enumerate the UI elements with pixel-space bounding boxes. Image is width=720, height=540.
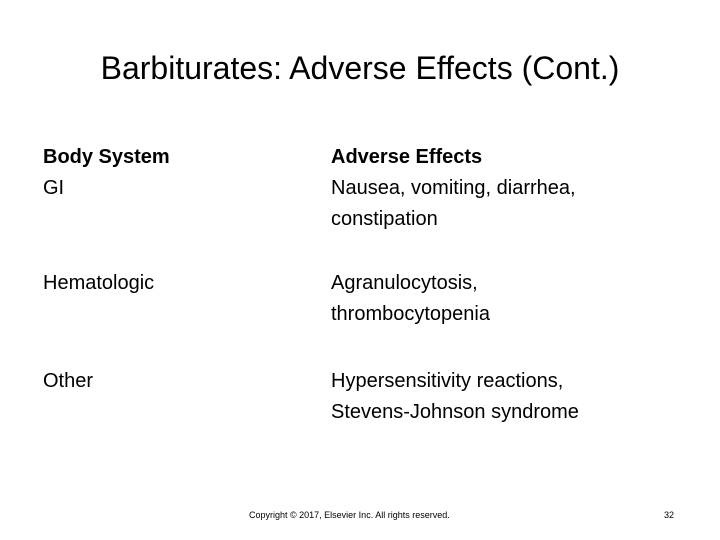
body-system-other: Other (43, 370, 94, 392)
adverse-effects-other-line: Stevens-Johnson syndrome (331, 401, 579, 423)
adverse-effects-hematologic (331, 268, 691, 330)
page-number: 32 (664, 510, 675, 520)
header-adverse-effects: Adverse Effects (331, 146, 483, 168)
adverse-effects-gi-line: Nausea, vomiting, diarrhea, (331, 177, 576, 199)
adverse-effects-other (331, 366, 691, 428)
adverse-effects-gi-line: constipation (331, 208, 438, 230)
slide-title: Barbiturates: Adverse Effects (Cont.) (100, 50, 620, 86)
adverse-effects-hematologic-line: Agranulocytosis, (331, 272, 478, 294)
copyright-notice: Copyright © 2017, Elsevier Inc. All rights reserved. (249, 510, 450, 520)
adverse-effects-gi (331, 173, 691, 235)
adverse-effects-hematologic-line: thrombocytopenia (331, 303, 490, 325)
body-system-gi: GI (43, 177, 65, 199)
body-system-hematologic: Hematologic (43, 272, 155, 294)
adverse-effects-other-line: Hypersensitivity reactions, (331, 370, 564, 392)
header-body-system: Body System (43, 146, 170, 168)
